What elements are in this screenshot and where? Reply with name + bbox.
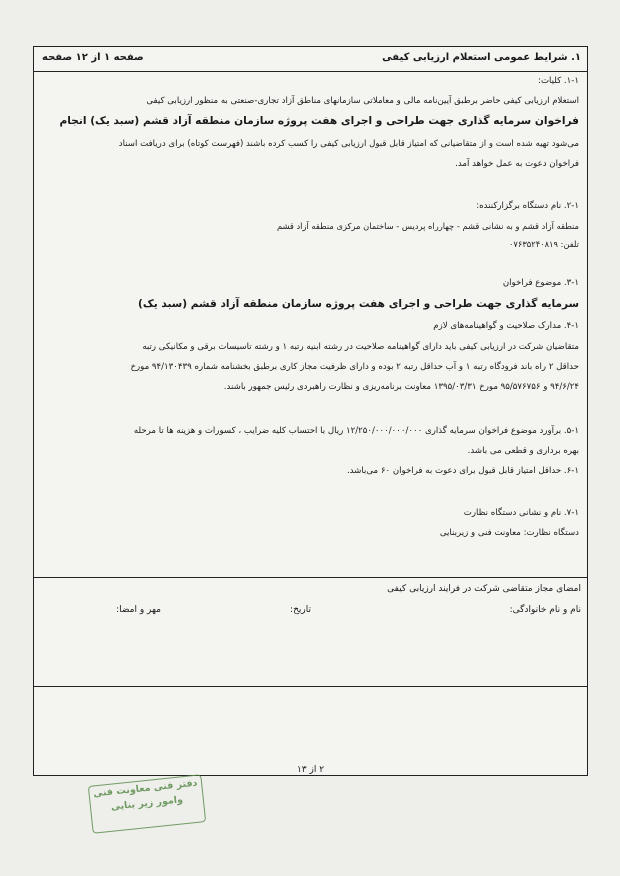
- paragraph-line: فراخوان دعوت به عمل خواهد آمد.: [455, 159, 579, 169]
- heading-supervisor: ۷-۱. نام و نشانی دستگاه نظارت: [463, 508, 579, 518]
- office-stamp: [88, 774, 206, 834]
- paragraph-line: بهره برداری و قطعی می باشد.: [467, 446, 579, 456]
- name-field-label: نام و نام خانوادگی:: [509, 605, 581, 615]
- document-frame: [33, 46, 588, 776]
- paragraph-line: استعلام ارزیابی کیفی حاضر برطبق آیین‌نامه مالی و معاملاتی سازمانهای مناطق آزاد تجاری-صنعتی به منظور ارزیابی کیفی: [146, 96, 579, 106]
- paragraph-line: ۹۴/۶/۲۴ و ۹۵/۵۷۶۷۵۶ مورخ ۱۳۹۵/۰۳/۳۱ معاونت برنامه‌ریزی و نظارت راهبردی رئیس جمهور باشند.: [223, 382, 579, 392]
- project-title-inline: فراخوان سرمایه گذاری جهت طراحی و اجرای هفت پروژه سازمان منطقه آزاد قشم (سبد یک) انجام: [59, 115, 579, 127]
- page-header: [34, 47, 587, 72]
- minimum-score-line: ۶-۱. حداقل امتیاز قابل قبول برای دعوت به فراخوان ۶۰ می‌باشد.: [346, 466, 579, 476]
- estimate-line: ۵-۱. برآورد موضوع فراخوان سرمایه گذاری ۱۲/۲۵۰/۰۰۰/۰۰۰/۰۰۰ ریال با احتساب کلیه ضرایب ، کسورات و هزینه ها تا مرحله: [133, 426, 579, 436]
- supervisor-line: دستگاه نظارت: معاونت فنی و زیربنایی: [439, 528, 579, 538]
- date-field-label: تاریخ:: [290, 605, 311, 615]
- page-counter: صفحه ۱ از ۱۲ صفحه: [42, 52, 144, 63]
- section-title: ۱. شرایط عمومی استعلام ارزیابی کیفی: [382, 52, 581, 63]
- organizer-address: منطقه آزاد قشم و به نشانی قشم - چهارراه پردیس - ساختمان مرکزی منطقه آزاد قشم: [276, 221, 579, 231]
- stamp-line-1: دفتر فنی معاونت فنی: [92, 777, 198, 800]
- seal-field-label: مهر و امضا:: [116, 605, 161, 615]
- stamp-line-2: وامور زیر بنایی: [110, 794, 184, 813]
- subject-title: سرمایه گذاری جهت طراحی و اجرای هفت پروژه سازمان منطقه آزاد قشم (سبد یک): [138, 298, 579, 310]
- heading-organizer: ۲-۱. نام دستگاه برگزارکننده:: [476, 201, 579, 211]
- signature-box: [34, 577, 587, 687]
- heading-general: ۱-۱. کلیات:: [538, 76, 579, 86]
- heading-subject: ۳-۱. موضوع فراخوان: [502, 278, 579, 288]
- paragraph-line: می‌شود تهیه شده است و از متقاضیانی که امتیاز قابل قبول ارزیابی کیفی را کسب کرده باشند (فهرست کوتاه) برای دریافت اسناد: [118, 139, 579, 149]
- heading-qualifications: ۴-۱. مدارک صلاحیت و گواهینامه‌های لازم: [433, 321, 579, 331]
- paragraph-line: متقاضیان شرکت در ارزیابی کیفی باید دارای گواهینامه صلاحیت در رشته ابنیه رتبه ۱ و رشته تاسیسات برقی و مکانیکی رتبه: [142, 342, 579, 352]
- page-number: ۲ از ۱۳: [296, 765, 325, 775]
- paragraph-line: حداقل ۲ راه باند فرودگاه رتبه ۱ و آب حداقل رتبه ۲ بوده و دارای ظرفیت مجاز کاری برطبق بخشنامه شماره ۹۴/۱۳۰۴۳۹ مورخ: [130, 362, 579, 372]
- signature-title: امضای مجاز متقاضی شرکت در فرایند ارزیابی کیفی: [387, 584, 581, 594]
- organizer-phone: تلفن: ۰۷۶۳۵۲۴۰۸۱۹: [508, 239, 579, 249]
